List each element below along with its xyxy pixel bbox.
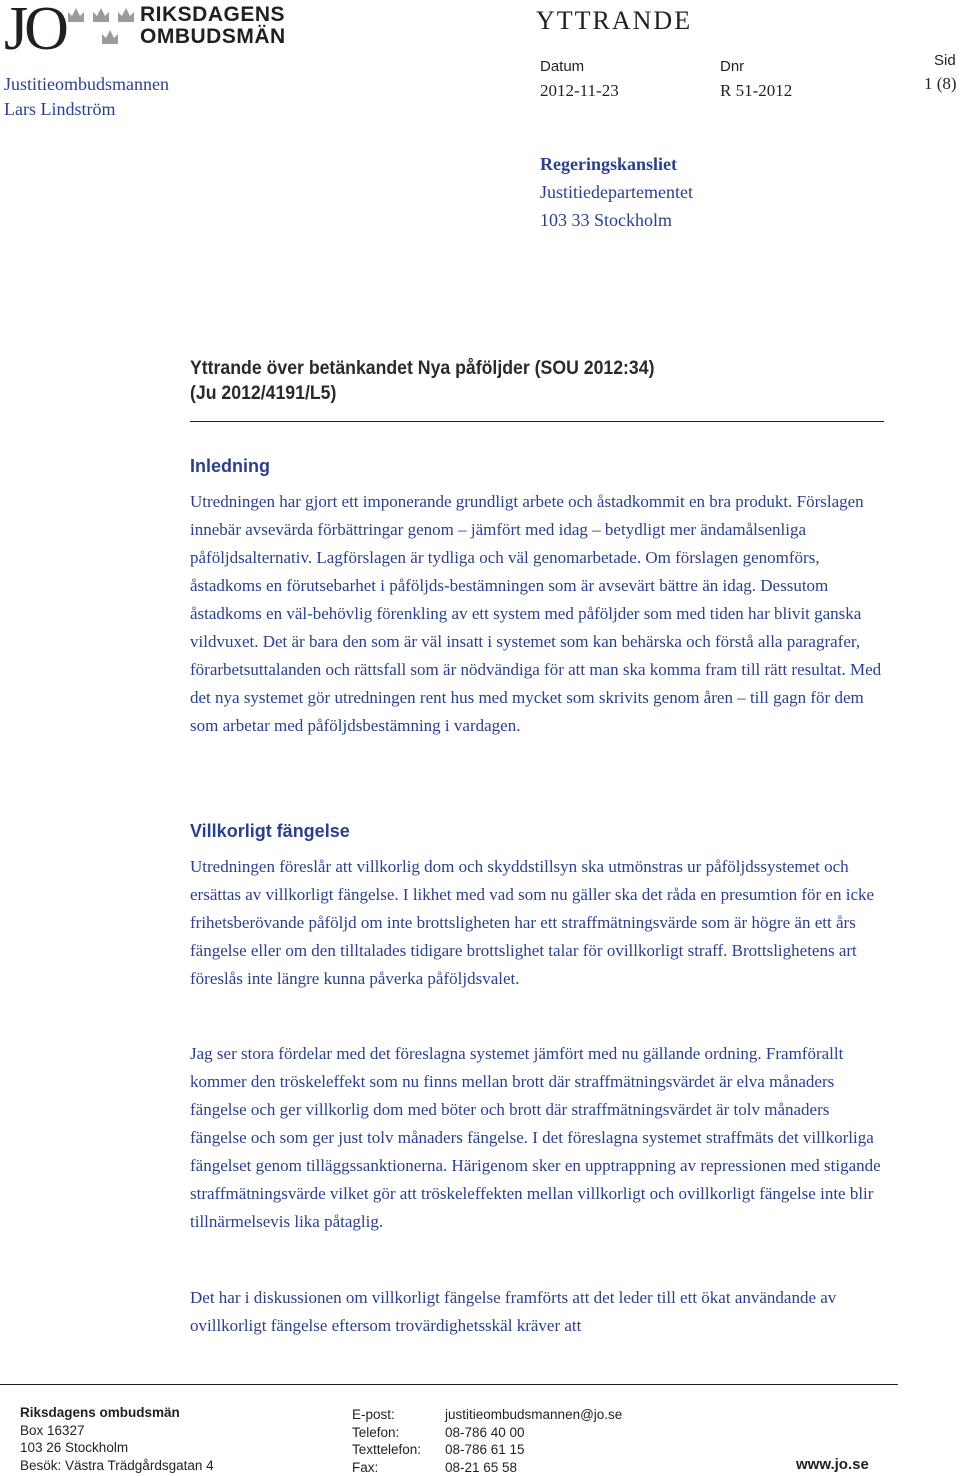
title-line-1: Yttrande över betänkandet Nya påföljder (SOU 2012:34) xyxy=(190,356,654,381)
phone-label: Telefon: xyxy=(352,1424,421,1442)
conditional-paragraph-3: Det har i diskussionen om villkorligt fängelse framförts att det leder till ett ökat användande av ovillkorligt fängelse eftersom trovärdighetsskäl kräver att xyxy=(190,1284,890,1340)
footer-visit: Besök: Västra Trädgårdsgatan 4 xyxy=(20,1457,214,1475)
textphone-value: 08-786 61 15 xyxy=(445,1441,622,1459)
fax-value: 08-21 65 58 xyxy=(445,1459,622,1476)
footer-contact-labels xyxy=(352,1406,421,1476)
date-value: 2012-11-23 xyxy=(540,81,619,101)
email-value[interactable]: justitieombudsmannen@jo.se xyxy=(445,1406,622,1424)
conditional-section xyxy=(190,821,350,842)
recipient-address: 103 33 Stockholm xyxy=(540,206,693,234)
title-line-2: (Ju 2012/4191/L5) xyxy=(190,381,654,406)
website-link[interactable]: www.jo.se xyxy=(796,1456,869,1473)
footer-divider xyxy=(0,1384,898,1385)
conditional-paragraph-2: Jag ser stora fördelar med det föreslagna systemet jämfört med nu gällande ordning. Framförallt kommer den tröskeleffekt som nu finns mellan brott där straffmätningsvärdet är elva månaders fängelse och ger villkorlig dom med böter och brott där straffmätningsvärdet är tolv månaders fängelse och som ger just tolv månaders fängelse. I det föreslagna systemet straffmäts det villkorliga fängelset genom tilläggssanktionerna. Härigenom sker en upptrappning av repressionen med stigande straffmätningsvärde vilket gör att tröskeleffekten mellan villkorligt och ovillkorligt fängelse inte blir tillnärmelsevis lika påtaglig. xyxy=(190,1040,890,1236)
dnr-value: R 51-2012 xyxy=(720,81,792,101)
document-title xyxy=(190,356,654,406)
sender-office: Justitieombudsmannen xyxy=(4,72,169,97)
footer-contact-values xyxy=(445,1406,622,1476)
fax-label: Fax: xyxy=(352,1459,421,1476)
footer-address xyxy=(20,1404,214,1474)
date-label: Datum xyxy=(540,58,584,75)
intro-paragraph: Utredningen har gjort ett imponerande grundligt arbete och åstadkommit en bra produkt. Förslagen innebär avsevärda förbättringar genom – jämfört med idag – betydligt mer ändamålsenliga påföljdsalternativ. Lagförslagen är tydliga och väl genomarbetade. Om förslagen genomförs, åstadkoms en förutsebarhet i påföljds-bestämningen som är avsevärt bättre än idag. Dessutom åstadkoms en väl-behövlig förenkling av ett system med påföljder som med tiden har blivit ganska vildvuxet. Det är bara den som är väl insatt i systemet som kan behärska och förstå alla paragrafer, förarbetsuttalanden och rättsfall som är nödvändiga för att man ska komma fram till rätt resultat. Med det nya systemet gör utredningen rent hus med mycket som skrivits genom åren – till gagn för dem som arbetar med påföljdsbestämning i vardagen. xyxy=(190,488,890,740)
document-type: YTTRANDE xyxy=(536,6,692,36)
phone-value: 08-786 40 00 xyxy=(445,1424,622,1442)
textphone-label: Texttelefon: xyxy=(352,1441,421,1459)
dnr-label: Dnr xyxy=(720,58,744,75)
footer-org: Riksdagens ombudsmän xyxy=(20,1404,214,1422)
title-divider xyxy=(190,421,884,422)
intro-section xyxy=(190,456,270,477)
conditional-heading: Villkorligt fängelse xyxy=(190,821,350,842)
logo-line-1: RIKSDAGENS xyxy=(140,4,286,26)
page-label: Sid xyxy=(934,52,956,69)
intro-heading: Inledning xyxy=(190,456,270,477)
recipient-block xyxy=(540,150,693,234)
email-label: E-post: xyxy=(352,1406,421,1424)
jo-logo-mark: JO xyxy=(4,0,65,60)
footer-box: Box 16327 xyxy=(20,1422,214,1440)
sender-block xyxy=(4,72,169,122)
page-value: 1 (8) xyxy=(924,74,957,94)
logo-line-2: OMBUDSMÄN xyxy=(140,26,286,48)
recipient-org: Regeringskansliet xyxy=(540,150,693,178)
conditional-paragraph-1: Utredningen föreslår att villkorlig dom och skyddstillsyn ska utmönstras ur påföljdssystemet och ersättas av villkorligt fängelse. I likhet med vad som nu gäller ska det råda en presumtion för en icke frihetsberövande påföljd om inte brottsligheten har ett straffmätningsvärde som är högre än ett års fängelse eller om den tilltalades tidigare brottslighet talar för ovillkorligt straff. Brottslighetens art föreslås inte längre kunna påverka påföljdsvalet. xyxy=(190,853,890,993)
sender-name: Lars Lindström xyxy=(4,97,169,122)
logo-wordmark xyxy=(140,4,286,48)
footer-city: 103 26 Stockholm xyxy=(20,1439,214,1457)
crown-icon xyxy=(92,24,132,51)
recipient-dept: Justitiedepartementet xyxy=(540,178,693,206)
